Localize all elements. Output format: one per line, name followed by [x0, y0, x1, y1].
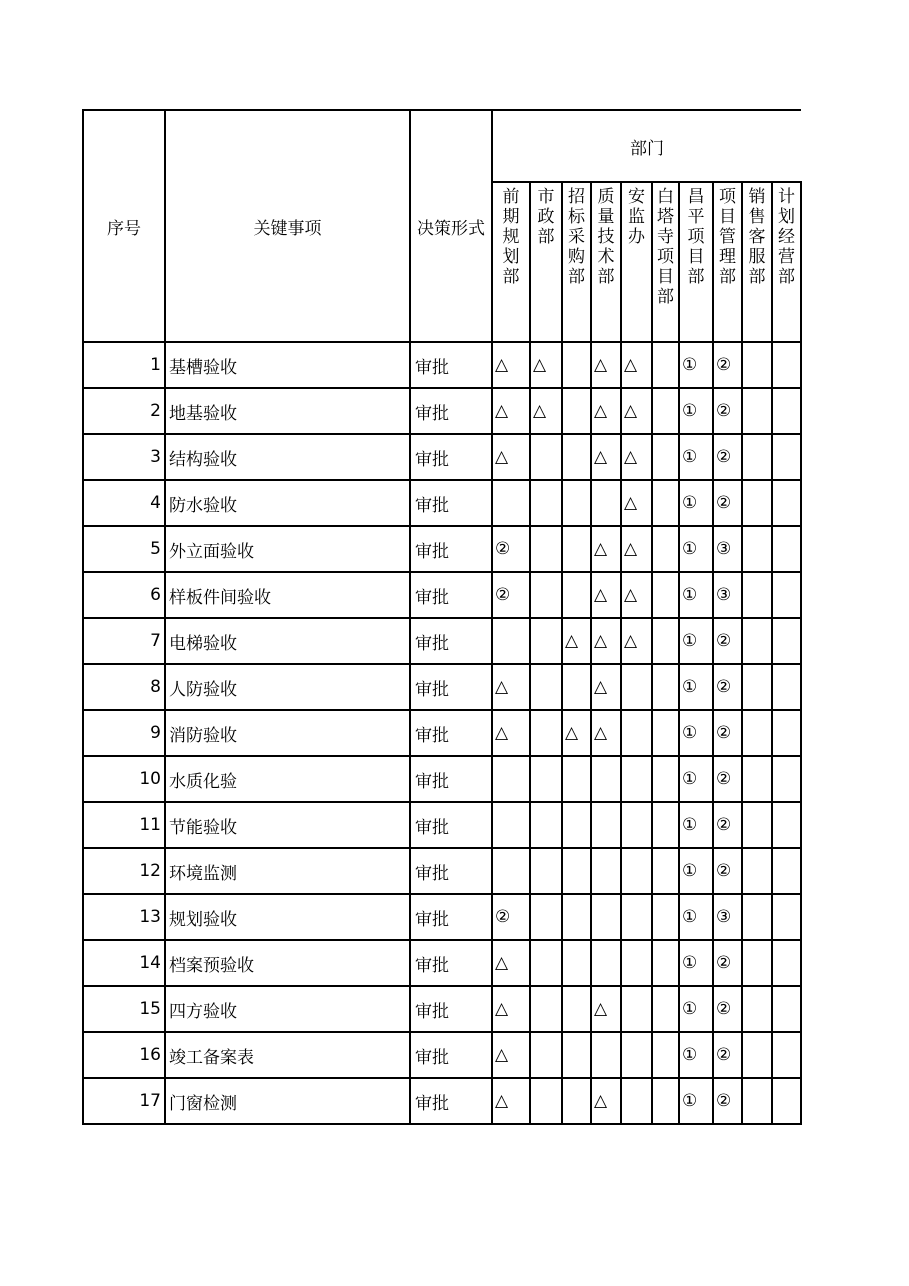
responsibility-cell: [652, 342, 679, 388]
row-number: 5: [83, 526, 165, 572]
responsibility-cell: [530, 802, 562, 848]
seq-header: 序号: [83, 110, 165, 342]
responsibility-cell: ①: [679, 940, 713, 986]
responsibility-cell: △: [530, 342, 562, 388]
responsibility-cell: [591, 480, 621, 526]
responsibility-cell: [591, 848, 621, 894]
responsibility-cell: [530, 710, 562, 756]
responsibility-cell: [772, 342, 801, 388]
responsibility-cell: [562, 526, 591, 572]
responsibility-cell: [562, 388, 591, 434]
department-header: [562, 182, 591, 342]
table-row: [83, 894, 801, 940]
responsibility-cell: [530, 434, 562, 480]
row-number: 10: [83, 756, 165, 802]
responsibility-cell: △: [492, 986, 530, 1032]
responsibility-cell: △: [492, 342, 530, 388]
responsibility-cell: ②: [713, 940, 742, 986]
responsibility-cell: [742, 664, 772, 710]
row-number: 3: [83, 434, 165, 480]
responsibility-cell: [562, 756, 591, 802]
responsibility-cell: [530, 986, 562, 1032]
responsibility-cell: ②: [713, 434, 742, 480]
table-row: [83, 388, 801, 434]
responsibility-cell: ②: [713, 848, 742, 894]
responsibility-cell: [772, 664, 801, 710]
responsibility-cell: [492, 756, 530, 802]
table-row: [83, 848, 801, 894]
responsibility-cell: [772, 940, 801, 986]
decision-form: 审批: [410, 342, 492, 388]
row-number: 14: [83, 940, 165, 986]
key-item: 电梯验收: [165, 618, 410, 664]
department-header: [530, 182, 562, 342]
department-name: 计划经营部: [778, 187, 795, 287]
table-row: [83, 710, 801, 756]
responsibility-cell: [652, 940, 679, 986]
responsibility-cell: [621, 802, 652, 848]
responsibility-cell: [772, 894, 801, 940]
responsibility-cell: [562, 572, 591, 618]
responsibility-cell: △: [492, 1032, 530, 1078]
responsibility-cell: [742, 480, 772, 526]
responsibility-cell: △: [621, 434, 652, 480]
responsibility-cell: [772, 434, 801, 480]
responsibility-cell: [742, 802, 772, 848]
department-name: 市政部: [537, 187, 555, 247]
decision-form: 审批: [410, 940, 492, 986]
responsibility-cell: [530, 848, 562, 894]
decision-form: 审批: [410, 802, 492, 848]
row-number: 8: [83, 664, 165, 710]
responsibility-cell: [530, 480, 562, 526]
responsibility-cell: ①: [679, 710, 713, 756]
responsibility-cell: ③: [713, 572, 742, 618]
table-row: [83, 480, 801, 526]
responsibility-cell: [652, 848, 679, 894]
responsibility-cell: [562, 434, 591, 480]
responsibility-cell: △: [530, 388, 562, 434]
responsibility-cell: [530, 664, 562, 710]
department-group-header: 部门: [492, 110, 801, 182]
responsibility-cell: [772, 986, 801, 1032]
decision-form: 审批: [410, 1078, 492, 1124]
table-row: [83, 526, 801, 572]
key-item: 节能验收: [165, 802, 410, 848]
decision-form: 审批: [410, 434, 492, 480]
table-row: [83, 342, 801, 388]
responsibility-cell: ①: [679, 1032, 713, 1078]
responsibility-cell: [742, 940, 772, 986]
responsibility-cell: [562, 894, 591, 940]
responsibility-cell: △: [591, 664, 621, 710]
responsibility-cell: [772, 1032, 801, 1078]
table-row: [83, 664, 801, 710]
decision-form: 审批: [410, 618, 492, 664]
table-row: [83, 1078, 801, 1124]
responsibility-cell: [652, 664, 679, 710]
responsibility-cell: [742, 848, 772, 894]
department-name: 销售客服部: [748, 187, 766, 287]
responsibility-cell: △: [492, 710, 530, 756]
row-number: 1: [83, 342, 165, 388]
decision-form: 审批: [410, 572, 492, 618]
responsibility-cell: [742, 710, 772, 756]
responsibility-cell: △: [492, 940, 530, 986]
responsibility-cell: [562, 848, 591, 894]
department-header: [591, 182, 621, 342]
decision-form: 审批: [410, 1032, 492, 1078]
decision-form: 审批: [410, 710, 492, 756]
responsibility-cell: [772, 572, 801, 618]
decision-form: 审批: [410, 526, 492, 572]
key-item: 竣工备案表: [165, 1032, 410, 1078]
table-row: [83, 986, 801, 1032]
responsibility-cell: △: [621, 480, 652, 526]
decision-form: 审批: [410, 756, 492, 802]
responsibility-cell: ①: [679, 664, 713, 710]
row-number: 15: [83, 986, 165, 1032]
responsibility-cell: ②: [713, 710, 742, 756]
responsibility-cell: [530, 756, 562, 802]
row-number: 12: [83, 848, 165, 894]
department-header: [713, 182, 742, 342]
responsibility-cell: [562, 1078, 591, 1124]
responsibility-cell: ③: [713, 894, 742, 940]
responsibility-cell: △: [492, 434, 530, 480]
responsibility-cell: [772, 480, 801, 526]
form-header: 决策形式: [410, 110, 492, 342]
responsibility-cell: △: [591, 388, 621, 434]
responsibility-cell: [742, 894, 772, 940]
department-name: 质量技术部: [597, 187, 615, 287]
key-item: 样板件间验收: [165, 572, 410, 618]
responsibility-cell: [772, 1078, 801, 1124]
row-number: 16: [83, 1032, 165, 1078]
table-row: [83, 618, 801, 664]
responsibility-cell: [742, 986, 772, 1032]
responsibility-cell: [562, 664, 591, 710]
responsibility-cell: [652, 388, 679, 434]
responsibility-cell: [742, 1032, 772, 1078]
responsibility-cell: [742, 572, 772, 618]
key-item: 人防验收: [165, 664, 410, 710]
responsibility-cell: △: [591, 572, 621, 618]
key-item: 环境监测: [165, 848, 410, 894]
row-number: 17: [83, 1078, 165, 1124]
responsibility-cell: ②: [713, 802, 742, 848]
responsibility-cell: [492, 480, 530, 526]
row-number: 9: [83, 710, 165, 756]
decision-form: 审批: [410, 894, 492, 940]
responsibility-cell: ②: [492, 572, 530, 618]
row-number: 13: [83, 894, 165, 940]
responsibility-cell: ②: [713, 664, 742, 710]
responsibility-cell: [530, 526, 562, 572]
responsibility-cell: ①: [679, 802, 713, 848]
table-row: [83, 572, 801, 618]
department-name: 前期规划部: [502, 187, 520, 287]
table-row: [83, 940, 801, 986]
responsibility-cell: [530, 940, 562, 986]
responsibility-cell: [621, 664, 652, 710]
responsibility-cell: [621, 986, 652, 1032]
table-row: [83, 756, 801, 802]
responsibility-cell: ③: [713, 526, 742, 572]
table-row: [83, 434, 801, 480]
responsibility-cell: △: [591, 1078, 621, 1124]
responsibility-cell: [772, 526, 801, 572]
responsibility-cell: ②: [713, 1032, 742, 1078]
responsibility-cell: ②: [492, 526, 530, 572]
responsibility-cell: [652, 756, 679, 802]
responsibility-cell: [652, 894, 679, 940]
header-row-top: [83, 110, 801, 182]
responsibility-cell: [652, 480, 679, 526]
responsibility-cell: [621, 756, 652, 802]
row-number: 4: [83, 480, 165, 526]
responsibility-cell: △: [621, 388, 652, 434]
key-item: 基槽验收: [165, 342, 410, 388]
responsibility-cell: [621, 710, 652, 756]
responsibility-cell: [652, 986, 679, 1032]
key-item: 消防验收: [165, 710, 410, 756]
responsibility-cell: [562, 480, 591, 526]
key-item: 四方验收: [165, 986, 410, 1032]
responsibility-cell: ②: [713, 388, 742, 434]
responsibility-cell: ①: [679, 1078, 713, 1124]
responsibility-cell: △: [621, 572, 652, 618]
table-body: [83, 342, 801, 1124]
responsibility-cell: [652, 802, 679, 848]
responsibility-cell: [621, 940, 652, 986]
responsibility-cell: ②: [713, 986, 742, 1032]
responsibility-cell: [652, 710, 679, 756]
department-header: [652, 182, 679, 342]
responsibility-cell: △: [492, 664, 530, 710]
responsibility-cell: ①: [679, 618, 713, 664]
responsibility-cell: [621, 894, 652, 940]
responsibility-cell: [652, 434, 679, 480]
responsibility-cell: [772, 388, 801, 434]
responsibility-cell: ②: [713, 756, 742, 802]
responsibility-cell: △: [591, 526, 621, 572]
responsibility-cell: △: [621, 342, 652, 388]
responsibility-cell: ②: [492, 894, 530, 940]
decision-form: 审批: [410, 986, 492, 1032]
department-header: [621, 182, 652, 342]
decision-form: 审批: [410, 480, 492, 526]
responsibility-cell: [530, 572, 562, 618]
department-name: 招标采购部: [568, 187, 585, 287]
responsibility-cell: [772, 802, 801, 848]
responsibility-cell: [530, 1032, 562, 1078]
responsibility-cell: △: [591, 986, 621, 1032]
department-name: 项目管理部: [719, 187, 736, 287]
responsibility-cell: △: [591, 342, 621, 388]
department-name: 安监办: [628, 187, 645, 247]
responsibility-cell: [621, 848, 652, 894]
responsibility-cell: [742, 434, 772, 480]
responsibility-cell: [652, 1078, 679, 1124]
responsibility-cell: [530, 618, 562, 664]
responsibility-cell: [652, 618, 679, 664]
table-row: [83, 802, 801, 848]
responsibility-cell: ①: [679, 526, 713, 572]
key-item: 外立面验收: [165, 526, 410, 572]
responsibility-cell: ②: [713, 618, 742, 664]
decision-form: 审批: [410, 848, 492, 894]
responsibility-cell: [742, 388, 772, 434]
responsibility-cell: [742, 756, 772, 802]
responsibility-cell: △: [621, 618, 652, 664]
decision-form: 审批: [410, 388, 492, 434]
responsibility-cell: [621, 1078, 652, 1124]
responsibility-cell: ①: [679, 894, 713, 940]
responsibility-cell: △: [621, 526, 652, 572]
decision-form: 审批: [410, 664, 492, 710]
responsibility-cell: [772, 848, 801, 894]
responsibility-cell: ①: [679, 434, 713, 480]
responsibility-cell: ②: [713, 1078, 742, 1124]
key-item: 规划验收: [165, 894, 410, 940]
key-item: 档案预验收: [165, 940, 410, 986]
responsibility-cell: [742, 526, 772, 572]
department-header: [679, 182, 713, 342]
responsibility-cell: [562, 1032, 591, 1078]
responsibility-cell: [591, 756, 621, 802]
responsibility-cell: [530, 894, 562, 940]
responsibility-cell: [562, 986, 591, 1032]
key-item: 防水验收: [165, 480, 410, 526]
department-header: [742, 182, 772, 342]
responsibility-cell: [530, 1078, 562, 1124]
responsibility-cell: [562, 802, 591, 848]
responsibility-cell: [772, 618, 801, 664]
responsibility-cell: △: [492, 1078, 530, 1124]
responsibility-cell: △: [591, 618, 621, 664]
responsibility-cell: △: [591, 710, 621, 756]
responsibility-cell: ①: [679, 986, 713, 1032]
row-number: 2: [83, 388, 165, 434]
responsibility-cell: ①: [679, 342, 713, 388]
responsibility-cell: [652, 572, 679, 618]
row-number: 6: [83, 572, 165, 618]
responsibility-cell: ①: [679, 848, 713, 894]
responsibility-cell: [772, 756, 801, 802]
responsibility-cell: [591, 940, 621, 986]
responsibility-cell: [742, 1078, 772, 1124]
responsibility-cell: ①: [679, 388, 713, 434]
responsibility-cell: ①: [679, 480, 713, 526]
department-header: [492, 182, 530, 342]
item-header: 关键事项: [165, 110, 410, 342]
key-item: 门窗检测: [165, 1078, 410, 1124]
table-row: [83, 1032, 801, 1078]
department-header: [772, 182, 801, 342]
department-name: 昌平项目部: [687, 187, 705, 287]
responsibility-cell: ①: [679, 756, 713, 802]
responsibility-cell: [562, 342, 591, 388]
decision-matrix-table: [82, 109, 802, 1125]
responsibility-cell: [591, 894, 621, 940]
responsibility-cell: △: [562, 710, 591, 756]
responsibility-cell: [492, 618, 530, 664]
department-name: 白塔寺项目部: [657, 187, 674, 307]
responsibility-cell: [621, 1032, 652, 1078]
responsibility-cell: △: [591, 434, 621, 480]
responsibility-cell: ①: [679, 572, 713, 618]
key-item: 结构验收: [165, 434, 410, 480]
key-item: 水质化验: [165, 756, 410, 802]
row-number: 7: [83, 618, 165, 664]
responsibility-cell: [742, 342, 772, 388]
responsibility-cell: ②: [713, 342, 742, 388]
responsibility-cell: [652, 1032, 679, 1078]
responsibility-cell: [591, 802, 621, 848]
key-item: 地基验收: [165, 388, 410, 434]
responsibility-cell: [492, 802, 530, 848]
responsibility-cell: [492, 848, 530, 894]
responsibility-cell: [772, 710, 801, 756]
responsibility-cell: [652, 526, 679, 572]
responsibility-cell: △: [562, 618, 591, 664]
responsibility-cell: △: [492, 388, 530, 434]
responsibility-cell: [591, 1032, 621, 1078]
responsibility-cell: ②: [713, 480, 742, 526]
row-number: 11: [83, 802, 165, 848]
responsibility-cell: [742, 618, 772, 664]
responsibility-cell: [562, 940, 591, 986]
